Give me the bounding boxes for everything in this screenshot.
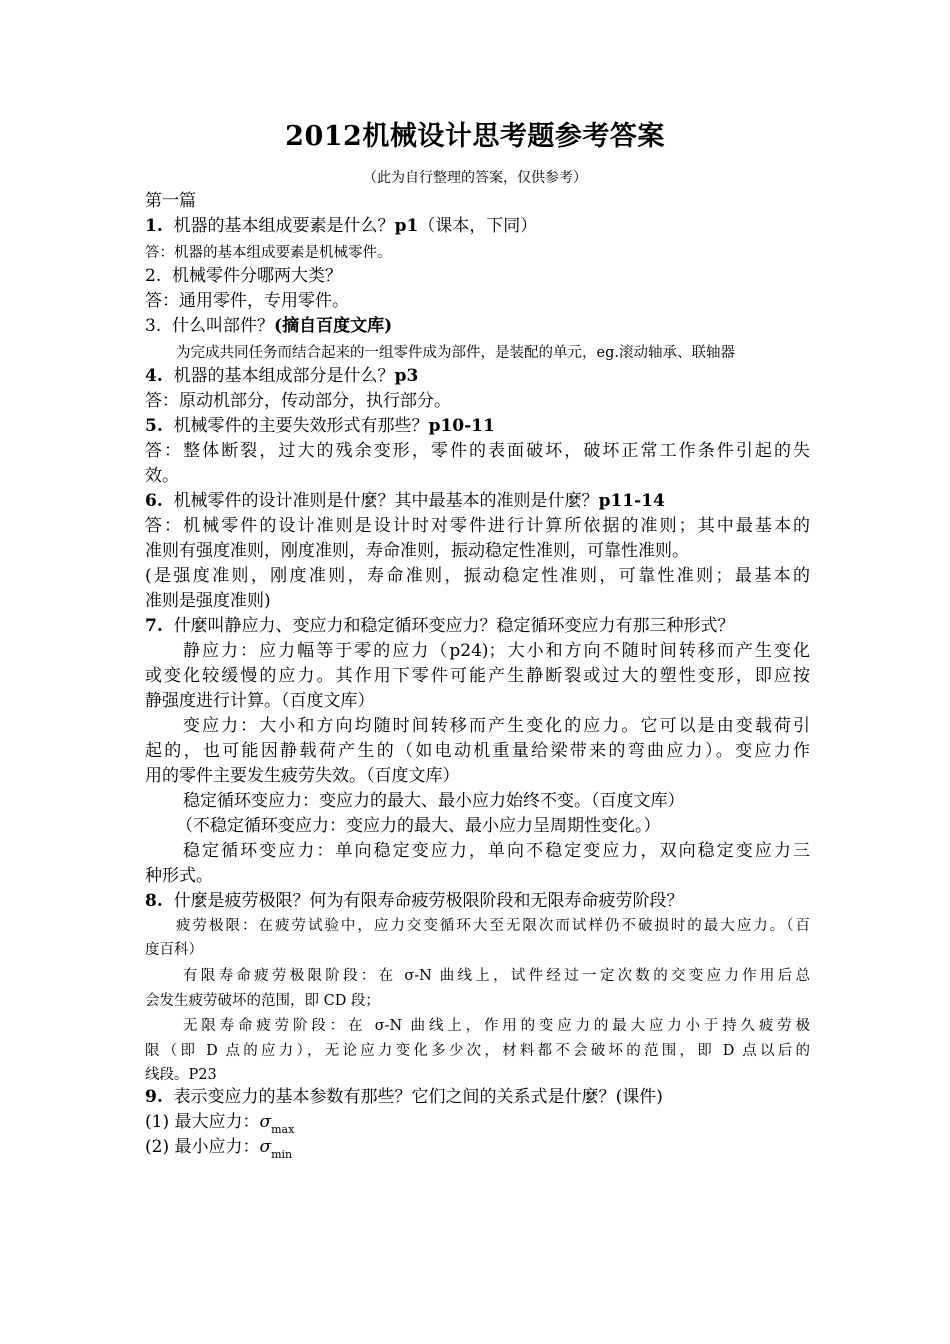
question-number: 2. [145,266,162,286]
answer-9-item [145,1110,810,1136]
question-6 [145,489,810,513]
question-text: 机器的基本组成要素是什么？ [173,216,395,236]
answer-9-item [145,1135,810,1161]
question-text: 表示变应力的基本参数有那些？它们之间的关系式是什麼？ [173,1087,616,1107]
answer-8-line: 线段。P23 [145,1067,217,1083]
item-label: (2) 最小应力： [145,1137,260,1157]
question-tail: （课本，下同） [418,216,538,236]
answer-7-line: （不稳定循环变应力：变应力的最大、最小应力呈周期性变化。） [176,816,661,836]
answer-7-line: 稳定循环变应力：变应力的最大、最小应力始终不变。（百度文库） [183,791,685,811]
section-heading: 第一篇 [145,191,196,211]
question-number: 8. [145,891,163,911]
question-text: 机械零件的设计准则是什麼？其中最基本的准则是什麼？ [173,491,599,511]
question-text: 机械零件分哪两大类？ [172,266,343,286]
answer-1: 答：机器的基本组成要素是机械零件。 [145,245,392,261]
answer-8-line: 度百科） [145,942,203,958]
answer-7-line: 种形式。 [145,866,213,886]
page-subtitle: （此为自行整理的答案，仅供参考） [363,170,587,186]
question-text: 什麼叫静应力、变应力和稳定循环变应力？稳定循环变应力有那三种形式？ [173,616,735,636]
answer-7-line: 静应力：应力幅等于零的应力（p24)；大小和方向不随时间转移而产生变化 [183,641,810,661]
answer-6-line: 答：机械零件的设计准则是设计时对零件进行计算所依据的准则；其中最基本的 [145,516,810,536]
question-7 [145,614,810,638]
answer-7-line: 用的零件主要发生疲劳失效。（百度文库） [145,766,460,786]
question-9 [145,1085,810,1109]
answer-7-line: 或变化较缓慢的应力。其作用下零件可能产生静断裂或过大的塑性变形，即应按 [145,666,810,686]
question-text: 什么叫部件？ [172,316,275,336]
answer-5-line: 效。 [145,466,179,486]
question-ref: p3 [394,366,419,386]
answer-8-line: 无限寿命疲劳阶段：在 σ-N 曲线上，作用的变应力的最大应力小于持久疲劳极 [183,1018,810,1034]
answer-7-line: 稳定循环变应力：单向稳定变应力，单向不稳定变应力，双向稳定变应力三 [183,841,810,861]
answer-7-line: 变应力：大小和方向均随时间转移而产生变化的应力。它可以是由变载荷引 [183,716,810,736]
sigma-symbol: σ [259,1137,272,1157]
question-number: 4. [145,366,163,386]
question-text: 机器的基本组成部分是什么？ [173,366,395,386]
sigma-symbol: σ [259,1112,272,1132]
answer-4: 答：原动机部分，传动部分，执行部分。 [145,391,451,411]
answer-6-line: (是强度准则，刚度准则，寿命准则，振动稳定性准则，可靠性准则；最基本的 [145,566,810,586]
answer-8-line: 限（即 D 点的应力），无论应力变化多少次，材料都不会破坏的范围，即 D 点以后的 [145,1043,810,1059]
question-number: 1. [145,216,163,236]
question-number: 3. [145,316,162,336]
question-text: 什麼是疲劳极限？何为有限寿命疲劳极限阶段和无限寿命疲劳阶段？ [173,891,684,911]
sigma-subscript: min [271,1148,293,1161]
answer-7-line: 静强度进行计算。（百度文库） [145,691,375,711]
answer-3: 为完成共同任务而结合起来的一组零件成为部件，是装配的单元，eg.滚动轴承、联轴器 [176,345,735,361]
question-number: 9. [145,1087,163,1107]
question-number: 7. [145,616,163,636]
answer-5-line: 答：整体断裂，过大的残余变形，零件的表面破坏，破坏正常工作条件引起的失 [145,441,810,461]
answer-6-line: 准则是强度准则) [145,591,271,611]
question-number: 6. [145,491,163,511]
question-ref: (摘自百度文库) [274,316,393,336]
sigma-subscript: max [271,1123,295,1136]
page-title: 2012机械设计思考题参考答案 [285,121,665,152]
question-4 [145,364,810,388]
question-3 [145,314,810,338]
question-ref: p11-14 [598,491,665,511]
answer-2: 答：通用零件，专用零件。 [145,291,349,311]
question-1 [145,214,810,238]
question-8 [145,889,810,913]
answer-8-line: 疲劳极限：在疲劳试验中，应力交变循环大至无限次而试样仍不破损时的最大应力。（百 [176,918,810,934]
question-5 [145,414,810,438]
question-ref: p10-11 [428,416,495,436]
answer-8-line: 会发生疲劳破坏的范围，即 CD 段； [145,993,380,1009]
question-ref: (课件) [615,1087,663,1107]
question-number: 5. [145,416,163,436]
question-ref: p1 [394,216,419,236]
answer-8-line: 有限寿命疲劳极限阶段：在 σ-N 曲线上，试件经过一定次数的交变应力作用后总 [183,968,810,984]
item-label: (1) 最大应力： [145,1112,260,1132]
answer-6-line: 准则有强度准则，刚度准则，寿命准则，振动稳定性准则，可靠性准则。 [145,541,689,561]
answer-7-line: 起的，也可能因静载荷产生的（如电动机重量给梁带来的弯曲应力）。变应力作 [145,741,810,761]
question-2 [145,264,810,288]
question-text: 机械零件的主要失效形式有那些？ [173,416,429,436]
